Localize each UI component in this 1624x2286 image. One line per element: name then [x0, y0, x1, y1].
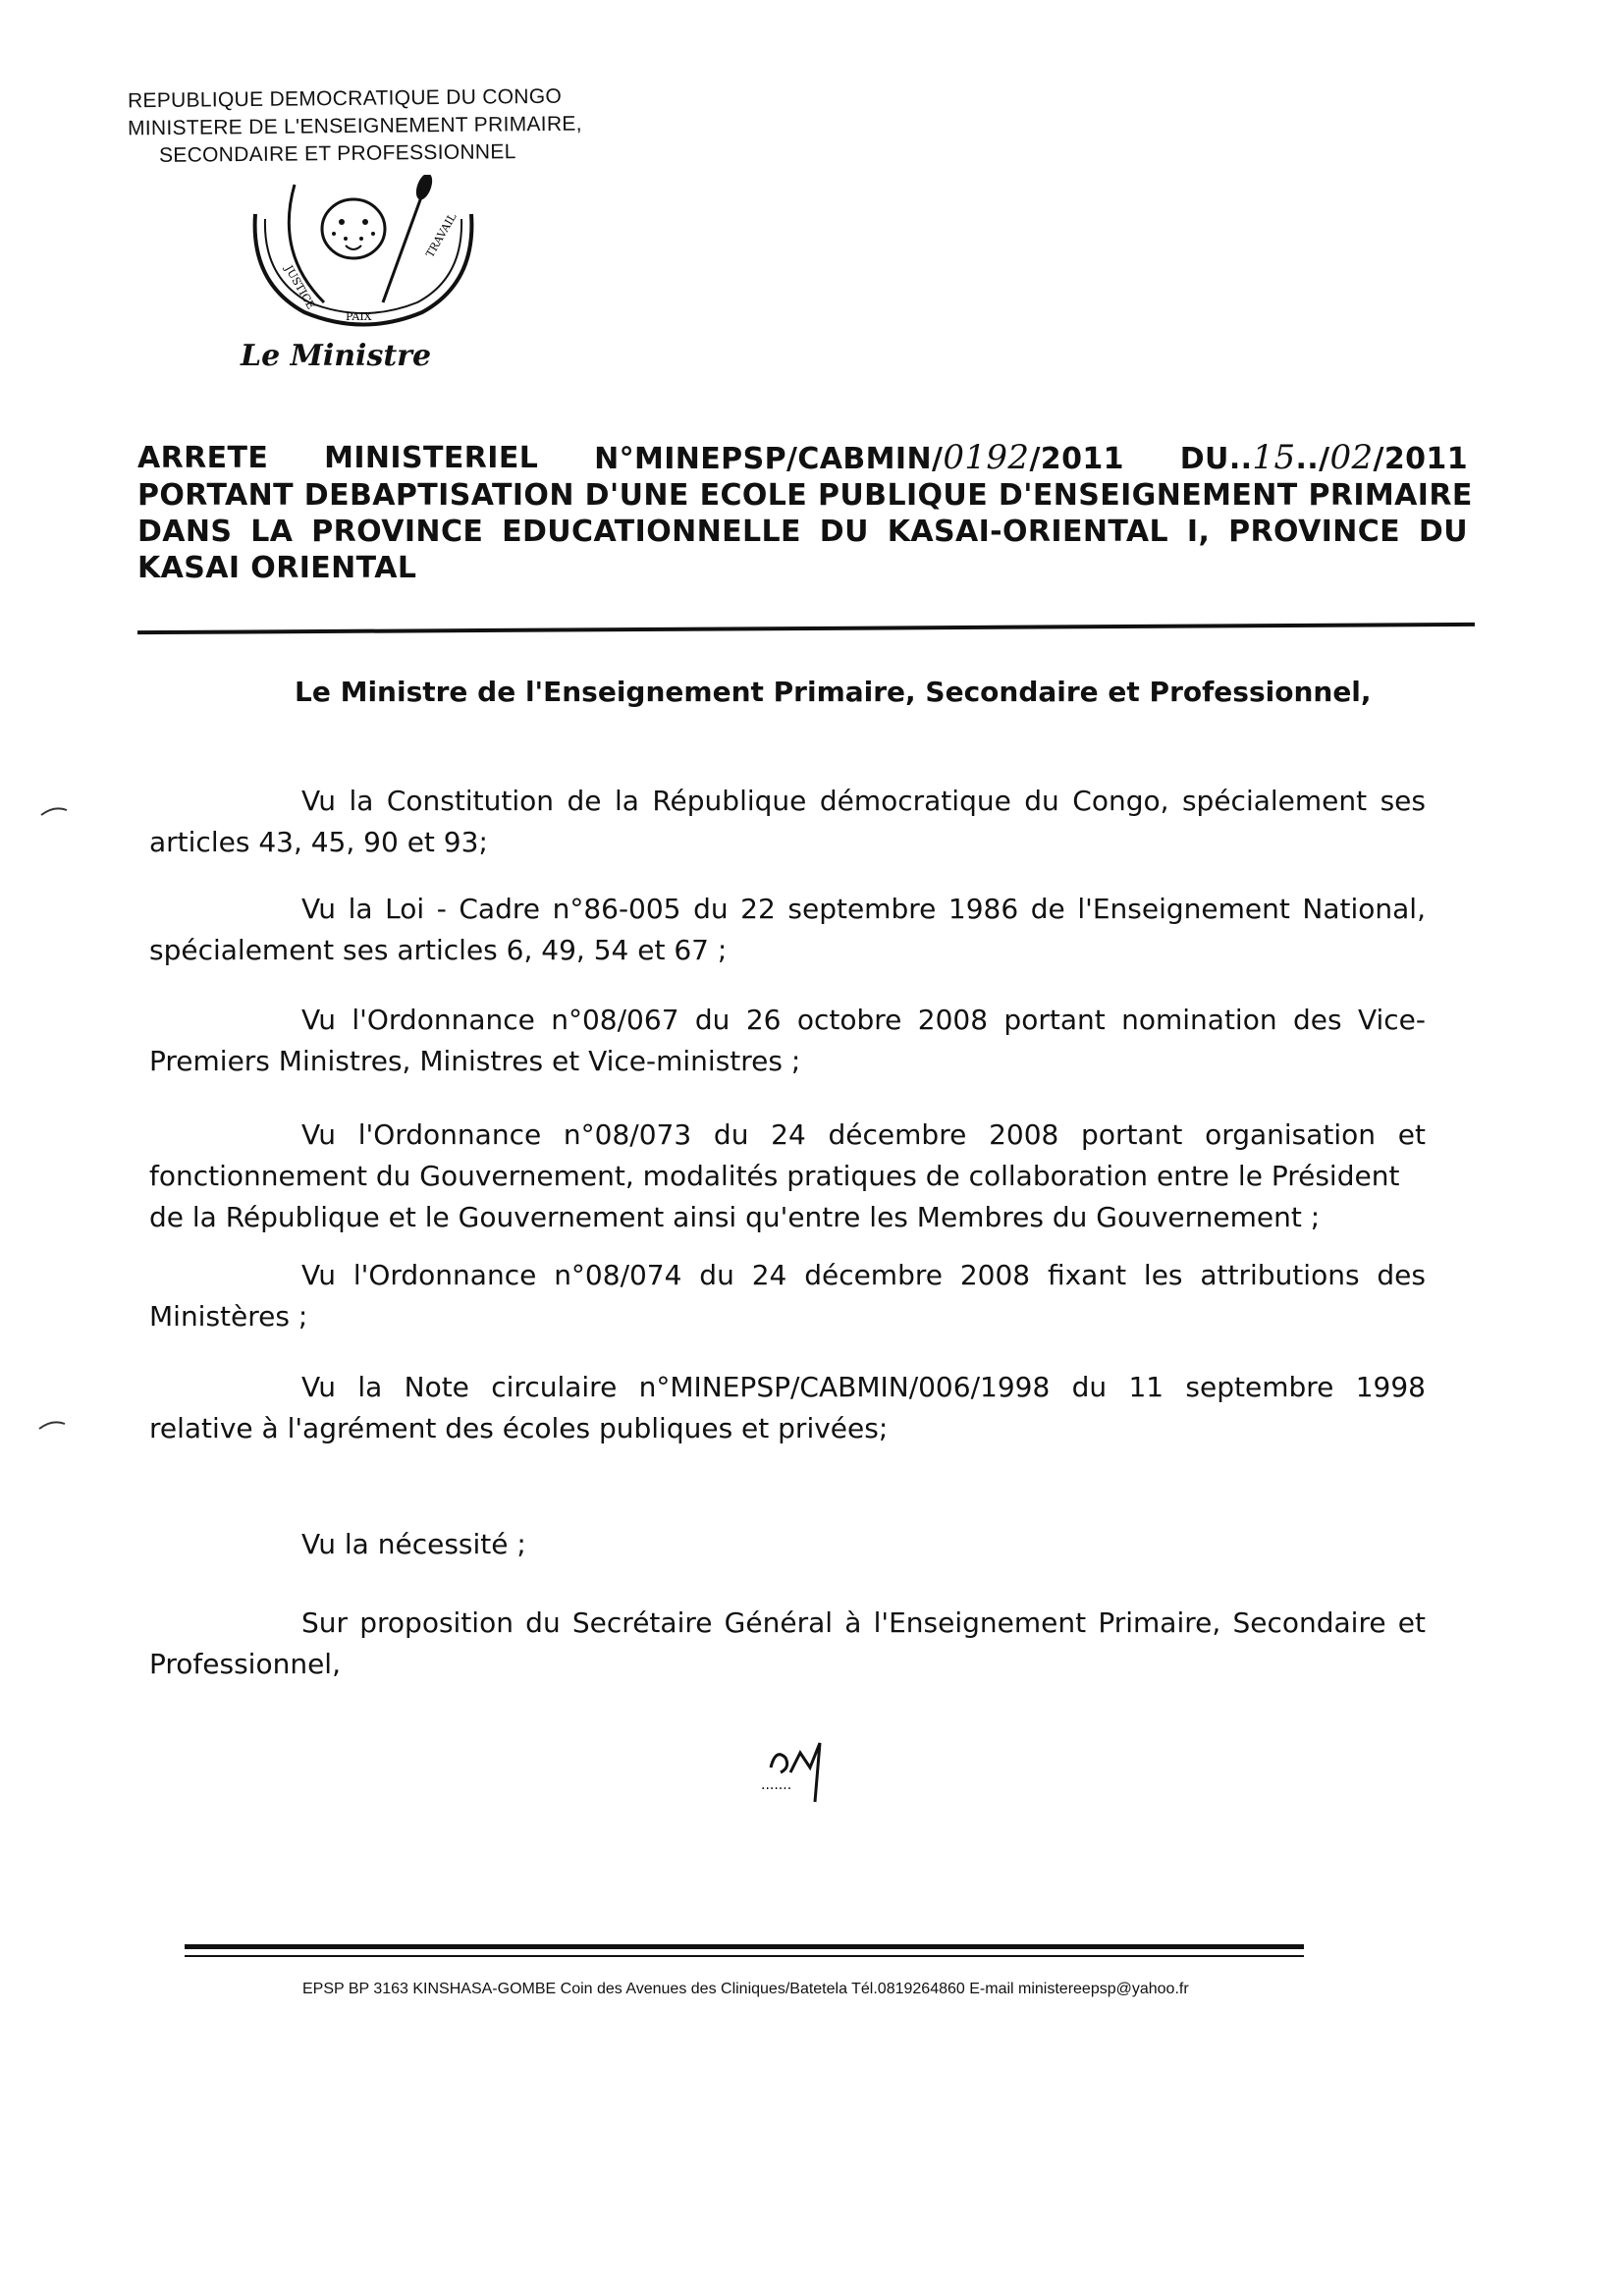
scan-margin-mark-icon [37, 1414, 67, 1434]
consideration-note-circulaire [149, 1367, 1426, 1449]
handwritten-initials-icon [756, 1728, 854, 1807]
title-word-ministeriel: MINISTERIEL [324, 441, 539, 475]
header-ministry: MINISTERE DE L'ENSEIGNEMENT PRIMAIRE, [127, 112, 582, 140]
title-reference [594, 440, 1124, 477]
svg-text:JUSTICE: JUSTICE [282, 263, 318, 312]
paragraph-line: Ministères ; [149, 1300, 308, 1333]
paragraph-line: Vu la Loi - Cadre n°86-005 du 22 septembre 1986 de l'Enseignement National, [301, 893, 1426, 925]
decree-number-handwritten: 0192 [943, 438, 1030, 477]
consideration-proposition [149, 1603, 1426, 1685]
title-line-4: KASAI ORIENTAL [137, 551, 417, 585]
title-du: DU [1179, 442, 1229, 476]
paragraph-line: Premiers Ministres, Ministres et Vice-ministres ; [149, 1045, 801, 1077]
title-line-2: PORTANT DEBAPTISATION D'UNE ECOLE PUBLIQUE D'ENSEIGNEMENT PRIMAIRE [137, 478, 1473, 513]
title-line-3: DANS LA PROVINCE EDUCATIONNELLE DU KASAI-ORIENTAL I, PROVINCE DU [137, 515, 1468, 549]
paragraph-line: Vu l'Ordonnance n°08/074 du 24 décembre 2008 fixant les attributions des [301, 1259, 1426, 1291]
footer-divider-thin [185, 1955, 1304, 1957]
consideration-constitution [149, 781, 1426, 863]
paragraph-line: de la République et le Gouvernement ainsi qu'entre les Membres du Gouvernement ; [149, 1201, 1321, 1233]
title-ref-prefix: N°MINEPSP/CABMIN/ [594, 442, 944, 476]
header-ministry-cont: SECONDAIRE ET PROFESSIONNEL [158, 140, 516, 167]
svg-text:TRAVAIL: TRAVAIL [423, 210, 460, 260]
decree-title [137, 438, 1473, 586]
date-month-handwritten: 02 [1329, 438, 1374, 477]
title-word-arrete: ARRETE [137, 441, 269, 475]
consideration-necessite [149, 1524, 1426, 1565]
date-day-handwritten: 15 [1252, 438, 1296, 477]
paragraph-line: Vu l'Ordonnance n°08/067 du 26 octobre 2008 portant nomination des Vice- [301, 1004, 1426, 1036]
paragraph-line: relative à l'agrément des écoles publiques et privées; [149, 1412, 889, 1444]
paragraph-line: Professionnel, [149, 1648, 341, 1680]
scan-margin-mark-icon [39, 800, 69, 820]
paragraph-line: Vu la Constitution de la République démocratique du Congo, spécialement ses [301, 785, 1426, 817]
paragraph-line: fonctionnement du Gouvernement, modalités pratiques de collaboration entre le Président [149, 1160, 1400, 1192]
title-date: DU..15../02/2011 [1179, 438, 1468, 477]
title-row-1 [137, 440, 1468, 477]
footer-contact: EPSP BP 3163 KINSHASA-GOMBE Coin des Avenues des Cliniques/Batetela Tél.0819264860 E-mail ministereepsp@yahoo.fr [302, 1981, 1189, 1997]
paragraph-line: Vu la Note circulaire n°MINEPSP/CABMIN/006/1998 du 11 septembre 1998 [301, 1371, 1426, 1403]
paragraph-line: Sur proposition du Secrétaire Général à l'Enseignement Primaire, Secondaire et [301, 1606, 1426, 1639]
header-republic: REPUBLIQUE DEMOCRATIQUE DU CONGO [127, 84, 563, 113]
minister-heading: Le Ministre de l'Enseignement Primaire, Secondaire et Professionnel, [295, 676, 1372, 708]
footer-divider-thick [185, 1944, 1304, 1949]
consideration-ordonnance-067 [149, 1000, 1426, 1082]
paragraph-line: Vu l'Ordonnance n°08/073 du 24 décembre 2008 portant organisation et [301, 1118, 1426, 1151]
consideration-ordonnance-074 [149, 1255, 1426, 1337]
signatory-title: Le Ministre [241, 339, 432, 373]
svg-text:PAIX: PAIX [346, 310, 372, 323]
title-year: /2011 [1029, 442, 1124, 476]
date-year: /2011 [1373, 442, 1468, 476]
svg-text:.......: ....... [761, 1777, 792, 1793]
coat-of-arms-icon [236, 175, 491, 332]
consideration-loi-cadre [149, 889, 1426, 971]
title-divider [137, 623, 1475, 634]
paragraph-line: Vu la nécessité ; [301, 1528, 526, 1560]
paragraph-line: articles 43, 45, 90 et 93; [149, 826, 488, 858]
consideration-ordonnance-073 [149, 1115, 1426, 1238]
paragraph-line: spécialement ses articles 6, 49, 54 et 67 ; [149, 934, 728, 966]
